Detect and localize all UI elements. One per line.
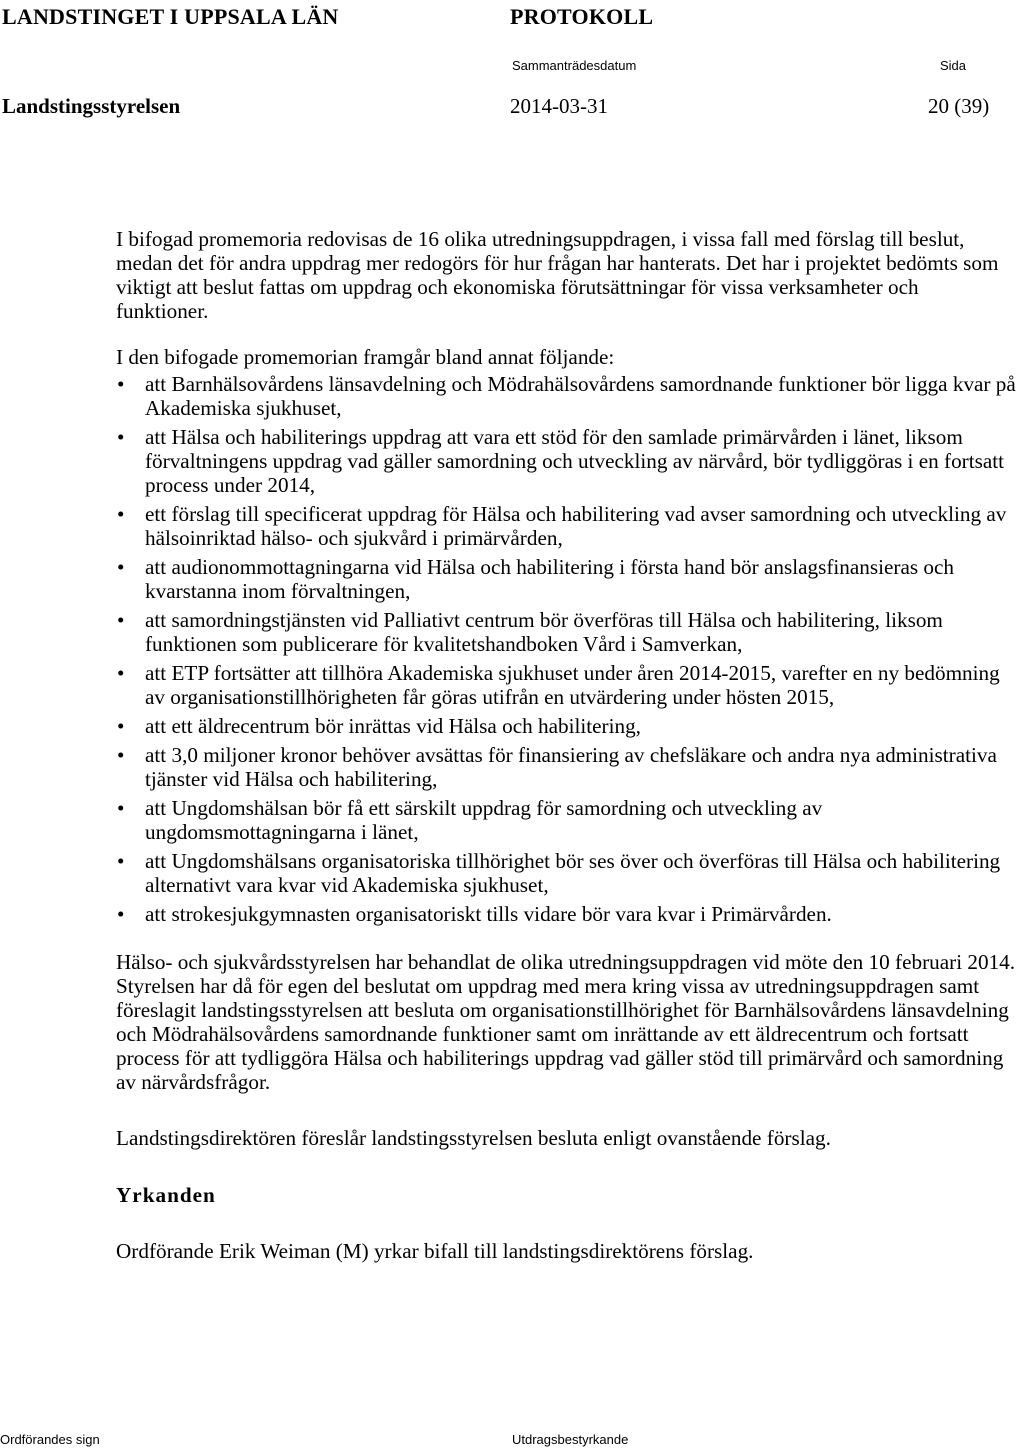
- list-item: • att Hälsa och habiliterings uppdrag att vara ett stöd för den samlade primärvården i länet, liksom förvaltningens uppdrag vad gäller samordning och utveckling av närvård, bör tydliggöras i en fortsatt process under 2014,: [117, 425, 1005, 497]
- bullet-icon: •: [117, 796, 125, 820]
- document-type: PROTOKOLL: [510, 4, 654, 29]
- list-item: • att audionommottagningarna vid Hälsa och habilitering i första hand bör anslagsfinansieras och kvarstanna inom förvaltningen,: [117, 555, 955, 603]
- paragraph-chair-motion: Ordförande Erik Weiman (M) yrkar bifall till landstingsdirektörens förslag.: [116, 1239, 754, 1263]
- list-item: • att Barnhälsovårdens länsavdelning och Mödrahälsovårdens samordnande funktioner bör ligga kvar på Akademiska sjukhuset,: [117, 372, 1016, 420]
- list-item: • ett förslag till specificerat uppdrag för Hälsa och habilitering vad avser samordning och utveckling av hälsoinriktad hälso- och sjukvård i primärvården,: [117, 502, 1007, 550]
- page-label: Sida: [940, 58, 967, 73]
- list-item: • att strokesjukgymnasten organisatoriskt tills vidare bör vara kvar i Primärvården.: [117, 902, 832, 926]
- paragraph-board-decision: Hälso- och sjukvårdsstyrelsen har behandlat de olika utredningsuppdragen vid möte den 10 februari 2014. Styrelsen har då för egen del beslutat om uppdrag med mera kring vissa av utredningsuppdragen samt föreslagit landstingsstyrelsen att besluta om organisationstillhörighet för Barnhälsovårdens länsavdelning och Mödrahälsovårdens samordnande funktioner samt om inrättande av ett äldrecentrum och fortsatt process för att tydliggöra Hälsa och habiliterings uppdrag vad gäller stöd till primärvård och samordning av närvårdsfrågor.: [116, 950, 1016, 1094]
- document-body: [116, 227, 1016, 1263]
- list-item: • att Ungdomshälsans organisatoriska tillhörighet bör ses över och överföras till Hälsa och habilitering alternativt vara kvar vid Akademiska sjukhuset,: [117, 849, 1001, 897]
- board-name: Landstingsstyrelsen: [2, 94, 181, 118]
- bullet-icon: •: [117, 714, 125, 738]
- bullet-icon: •: [117, 502, 125, 526]
- list-item: • att samordningstjänsten vid Palliativt centrum bör överföras till Hälsa och habilitering, liksom funktionen som publicerare för kvalitetshandboken Vård i Samverkan,: [117, 608, 943, 656]
- bullet-icon: •: [117, 608, 125, 632]
- list-item: • att 3,0 miljoner kronor behöver avsättas för finansiering av chefsläkare och andra nya administrativa tjänster vid Hälsa och habilitering,: [117, 743, 997, 791]
- bullet-icon: •: [117, 555, 125, 579]
- bullet-icon: •: [117, 849, 125, 873]
- list-item: • att ETP fortsätter att tillhöra Akademiska sjukhuset under åren 2014-2015, varefter en ny bedömning av organisationstillhörigheten får göras utifrån en utvärdering under hösten 2015,: [117, 661, 1000, 709]
- heading-yrkanden: Yrkanden: [116, 1183, 216, 1207]
- bullet-icon: •: [117, 902, 125, 926]
- meeting-date: 2014-03-31: [510, 94, 608, 118]
- page-number: 20 (39): [928, 94, 990, 118]
- list-item: • att ett äldrecentrum bör inrättas vid Hälsa och habilitering,: [117, 714, 641, 738]
- proposal-list: [116, 372, 1016, 926]
- bullet-icon: •: [117, 372, 125, 396]
- bullet-icon: •: [117, 661, 125, 685]
- meeting-date-label: Sammanträdesdatum: [512, 58, 637, 73]
- bullet-icon: •: [117, 425, 125, 449]
- list-item: • att Ungdomshälsan bör få ett särskilt uppdrag för samordning och utveckling av ungdomsmottagningarna i länet,: [117, 796, 823, 844]
- extract-verification-label: Utdragsbestyrkande: [512, 1432, 629, 1447]
- list-intro: I den bifogade promemorian framgår bland annat följande:: [116, 345, 615, 369]
- bullet-icon: •: [117, 743, 125, 767]
- paragraph-director-proposal: Landstingsdirektören föreslår landstingsstyrelsen besluta enligt ovanstående förslag.: [116, 1126, 831, 1150]
- chair-signature-label: Ordförandes sign: [0, 1432, 100, 1447]
- organization-name: LANDSTINGET I UPPSALA LÄN: [2, 4, 339, 29]
- paragraph-intro: I bifogad promemoria redovisas de 16 olika utredningsuppdragen, i vissa fall med förslag till beslut, medan det för andra uppdrag mer redogörs för hur frågan har hanterats. Det har i projektet bedömts som viktigt att beslut fattas om uppdrag och ekonomiska förutsättningar för vissa verksamheter och funktioner.: [116, 227, 999, 323]
